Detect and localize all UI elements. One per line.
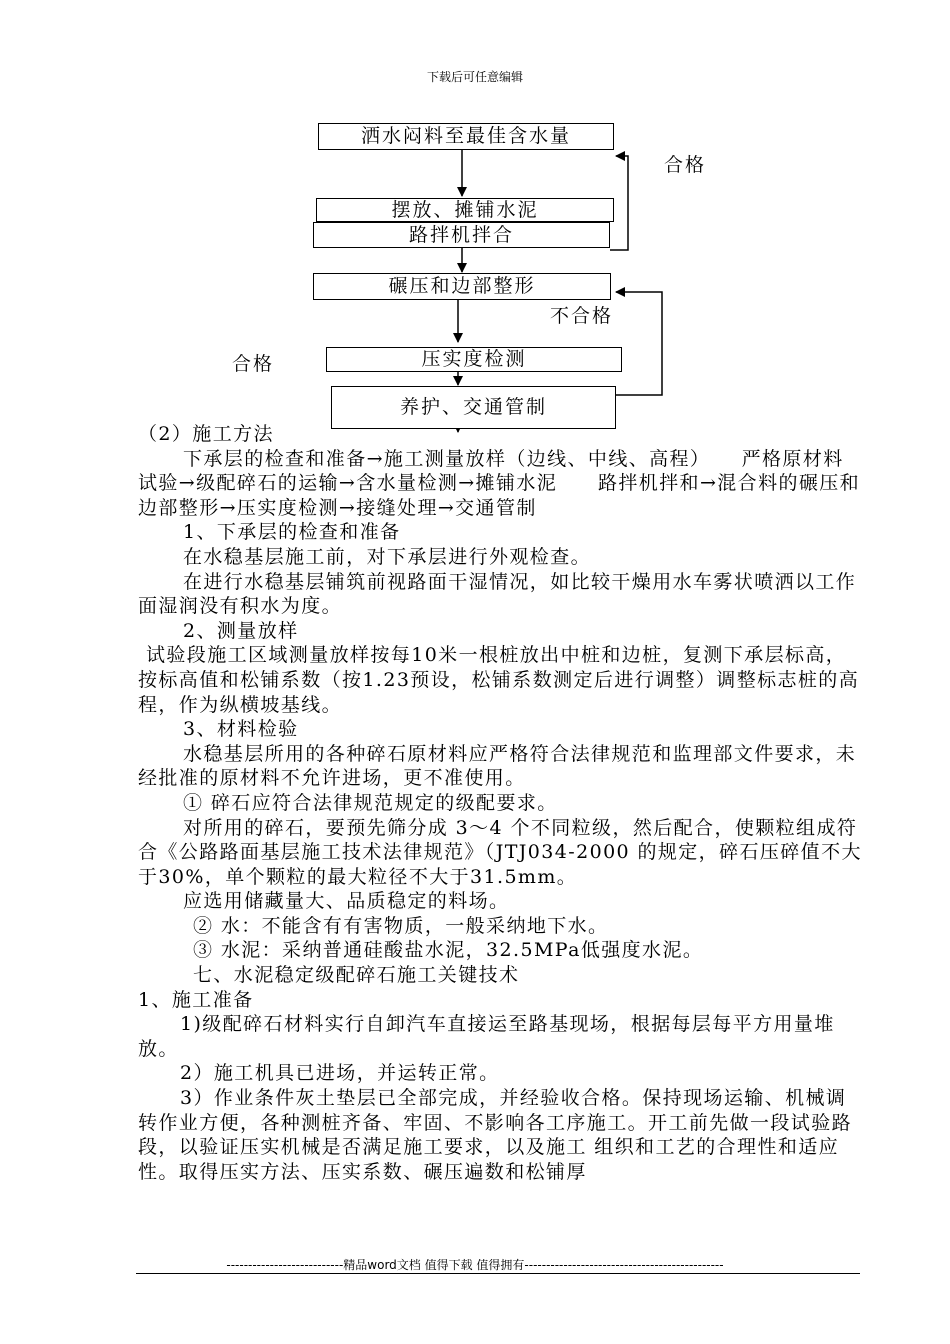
paragraph: 应选用储藏量大、品质稳定的料场。 [183, 890, 510, 913]
paragraph: 2）施工机具已进场，并运转正常。 [180, 1062, 500, 1085]
paragraph: 试验段施工区域测量放样按每10米一根桩放出中桩和边桩，复测下承层标高，按标高值和松铺系数（按1.23预设，松铺系数测定后进行调整）调整标志桩的高程，作为纵横坡基线。 [138, 644, 860, 716]
paragraph: 3）作业条件灰土垫层已全部完成，并经验收合格。保持现场运输、机械调转作业方便，各种测桩齐备、牢固、不影响各工序施工。开工前先做一段试验路段，以验证压实机械是否满足施工要求，以及施工 组织和工艺的合理性和适应性。取得压实方法、压实系数、碾压遍数和松铺厚 [138, 1087, 853, 1183]
flow-label-fail: 不合格 [550, 305, 614, 327]
paragraph: 在进行水稳基层铺筑前视路面干湿情况，如比较干燥用水车雾状喷洒以工作面湿润没有积水为度。 [138, 570, 857, 618]
flow-step-mix: 路拌机拌合 [313, 222, 610, 248]
section-heading-method: （2）施工方法 [138, 423, 274, 445]
list-item: ① 碎石应符合法律规范规定的级配要求。 [183, 791, 558, 814]
paragraph: 在水稳基层施工前，对下承层进行外观检查。 [183, 545, 592, 568]
list-item: ③ 水泥：采纳普通硅酸盐水泥，32.5MPa低强度水泥。 [193, 939, 704, 962]
paragraph: 水稳基层所用的各种碎石原材料应严格符合法律规范和监理部文件要求，未经批准的原材料不允许进场，更不准使用。 [138, 742, 857, 790]
flow-step-curing: 养护、交通管制 [331, 386, 616, 429]
flow-label-pass-left: 合格 [232, 353, 275, 375]
list-item: ② 水：不能含有有害物质，一般采纳地下水。 [193, 914, 609, 937]
section-heading-key-tech: 七、水泥稳定级配碎石施工关键技术 [193, 964, 520, 987]
paragraph-process-sequence: 下承层的检查和准备→施工测量放样（边线、中线、高程） 严格原材料试验→级配碎石的运输→含水量检测→摊铺水泥 路拌机拌和→混合料的碾压和边部整形→压实度检测→接缝处理→交通管制 [138, 447, 861, 519]
subheading-survey: 2、测量放样 [183, 619, 299, 642]
footer-divider [136, 1273, 860, 1274]
flow-step-compact: 碾压和边部整形 [313, 273, 611, 300]
paragraph: 对所用的碎石，要预先筛分成 3～4 个不同粒级，然后配合，使颗粒组成符合《公路路面基层施工技术法律规范》（JTJ034-2000 的规定，碎石压碎值不大于30%，单个颗粒的最大粒径不大于31.5mm。 [138, 816, 862, 888]
document-body [138, 422, 862, 1184]
subheading-preparation: 1、施工准备 [138, 988, 254, 1011]
subheading-base-check: 1、下承层的检查和准备 [183, 521, 401, 544]
paragraph: 1)级配碎石材料实行自卸汽车直接运至路基现场，根据每层每平方用量堆放。 [138, 1013, 835, 1060]
subheading-material-test: 3、材料检验 [183, 718, 299, 741]
flow-step-density-test: 压实度检测 [326, 347, 622, 372]
page-footer: ---------------------------精品word文档 值得下载 值得拥有---------------------------------------------- [226, 1258, 724, 1272]
page-header: 下载后可任意编辑 [426, 70, 523, 84]
flow-label-pass-top: 合格 [664, 154, 707, 176]
flow-step-spread-cement: 摆放、摊铺水泥 [316, 198, 614, 222]
flow-step-moisten: 洒水闷料至最佳含水量 [318, 123, 614, 150]
